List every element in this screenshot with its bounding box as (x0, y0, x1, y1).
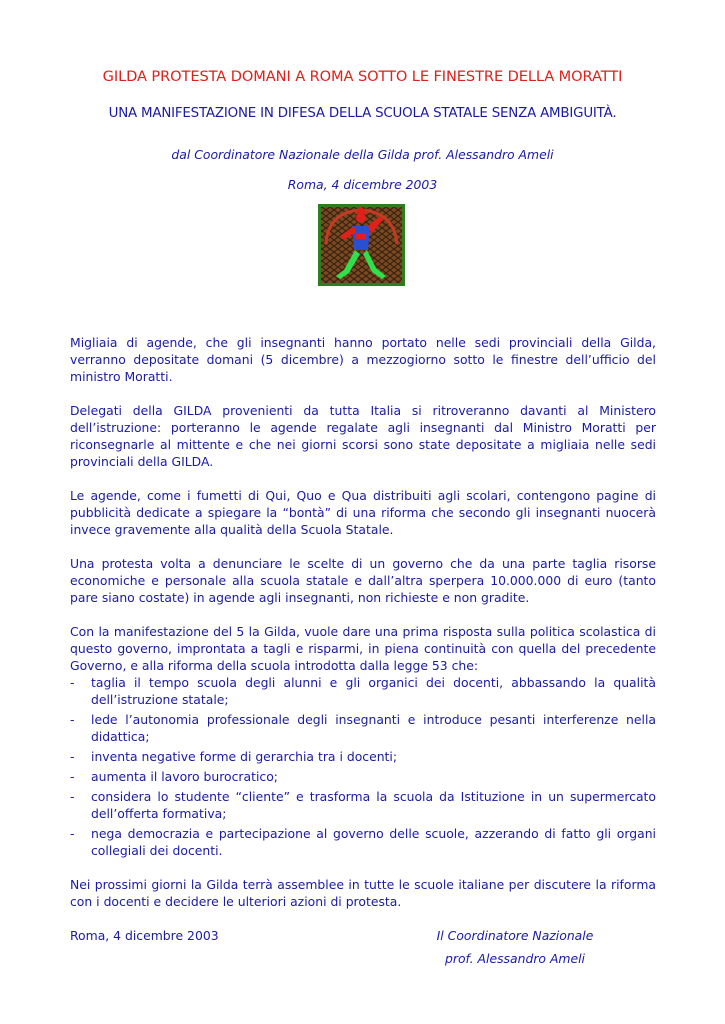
paragraph: Migliaia di agende, che gli insegnanti hanno portato nelle sedi provinciali della Gilda, verranno depositate domani (5 dicembre) a mezzogiorno sotto le finestre dell’ufficio del ministro Moratti. (70, 335, 656, 384)
closing-paragraph: Nei prossimi giorni la Gilda terrà assemblee in tutte le scuole italiane per discutere la riforma con i docenti e decidere le ulteriori azioni di protesta. (70, 877, 656, 909)
list-item (70, 825, 656, 859)
signature-name: prof. Alessandro Ameli (445, 951, 585, 966)
signature-block (430, 924, 600, 970)
list-item (70, 788, 656, 822)
list-item (70, 748, 656, 765)
bullet-dash: - (70, 675, 75, 690)
list-item (70, 674, 656, 708)
paragraph: Con la manifestazione del 5 la Gilda, vuole dare una prima risposta sulla politica scolastica di questo governo, improntata a tagli e risparmi, in piena continuità con quella del precedente Governo, e alla riforma della scuola introdotta dalla legge 53 che: (70, 624, 656, 673)
signature-role: Il Coordinatore Nazionale (436, 928, 594, 943)
bullet-dash: - (70, 789, 75, 804)
document-subtitle: UNA MANIFESTAZIONE IN DIFESA DELLA SCUOLA STATALE SENZA AMBIGUITÀ. (108, 106, 617, 121)
document-body (70, 334, 656, 944)
bullet-dash: - (70, 826, 75, 841)
paragraph: Una protesta volta a denunciare le scelte di un governo che da una parte taglia risorse economiche e personale alla scuola statale e dall’altra sperpera 10.000.000 di euro (tanto pare siano costate) in agende agli insegnanti, non richieste e non gradite. (70, 556, 656, 605)
closing-date: Roma, 4 dicembre 2003 (70, 928, 219, 943)
document-title: GILDA PROTESTA DOMANI A ROMA SOTTO LE FINESTRE DELLA MORATTI (102, 68, 623, 85)
bullet-dash: - (70, 749, 75, 764)
byline: dal Coordinatore Nazionale della Gilda prof. Alessandro Ameli (171, 147, 554, 162)
bullet-dash: - (70, 712, 75, 727)
list-item-text: aumenta il lavoro burocratico; (91, 769, 278, 784)
paragraph: Delegati della GILDA provenienti da tutta Italia si ritroveranno davanti al Ministero dell’istruzione: porteranno le agende regalate agli insegnanti dal Ministro Moratti per riconsegnarle al mittente e che nei giorni scorsi sono state depositate a migliaia nelle sedi provinciali della GILDA. (70, 403, 656, 469)
list-item-text: lede l’autonomia professionale degli insegnanti e introduce pesanti interferenze nella didattica; (91, 712, 656, 744)
list-item (70, 768, 656, 785)
list-item-text: nega democrazia e partecipazione al governo delle scuole, azzerando di fatto gli organi collegiali dei docenti. (91, 826, 656, 858)
list-item-text: inventa negative forme di gerarchia tra i docenti; (91, 749, 398, 764)
list-item-text: considera lo studente “cliente” e trasforma la scuola da Istituzione in un supermercato dell’offerta formativa; (91, 789, 656, 821)
bullet-list (70, 674, 656, 859)
gilda-jester-logo-icon (318, 204, 405, 286)
bullet-dash: - (70, 769, 75, 784)
paragraph: Le agende, come i fumetti di Qui, Quo e Qua distribuiti agli scolari, contengono pagine di pubblicità dedicate a spiegare la “bontà” di una riforma che secondo gli insegnanti nuocerà invece gravemente alla qualità della Scuola Statale. (70, 488, 656, 537)
dateline: Roma, 4 dicembre 2003 (287, 177, 438, 192)
list-item (70, 711, 656, 745)
list-item-text: taglia il tempo scuola degli alunni e gli organici dei docenti, abbassando la qualità dell’istruzione statale; (91, 675, 656, 707)
